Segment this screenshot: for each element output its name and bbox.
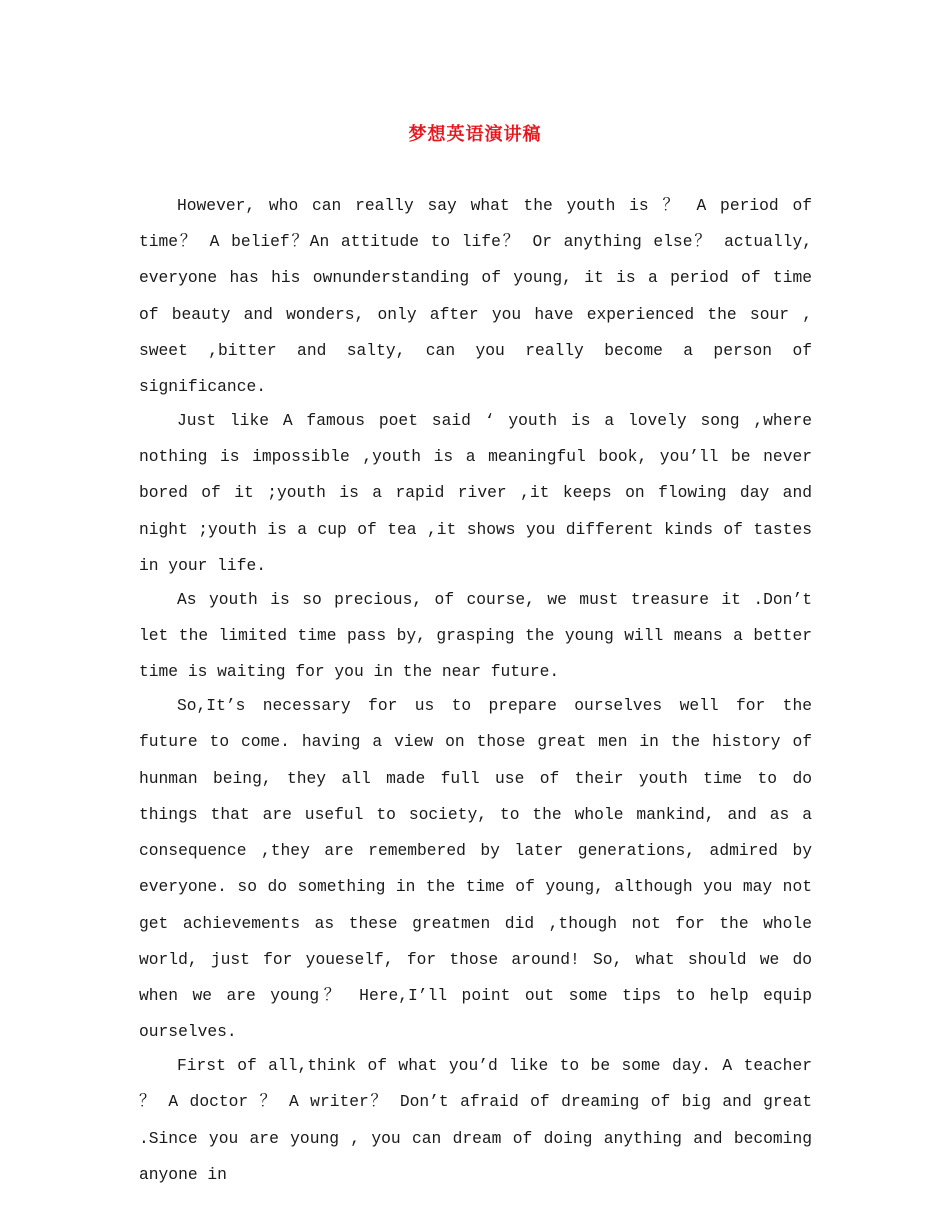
paragraph-3: As youth is so precious, of course, we must treasure it .Don’t let the limited time pass by, grasping the young will means a better time is waiting for you in the near future. [139,589,812,682]
paragraph-2: Just like A famous poet said ‘ youth is a lovely song ,where nothing is impossible ,youth is a meaningful book, you’ll be never bored of it ;youth is a rapid river ,it keeps on flowing day and night ;youth is a cup of tea ,it shows you different kinds of tastes in your life. [139,411,812,575]
paragraph-5: First of all,think of what you’d like to be some day. A teacher ？ A doctor ？ A writer？ Don’t afraid of dreaming of big and great .Since you are young , you can dream of doing anything and becoming anyone in [139,1056,812,1184]
document-title: 梦想英语演讲稿 [408,124,542,145]
paragraph-4: So,It’s necessary for us to prepare ourselves well for the future to come. having a view on those great men in the history of hunman being, they all made full use of their youth time to do things that are useful to society, to the whole mankind, and as a consequence ,they are remembered by later generations, admired by everyone. so do something in the time of young, although you may not get achievements as these greatmen did ,though not for the whole world, just for youeself, for those around! So, what should we do when we are young？ Here,I’ll point out some tips to help equip ourselves. [139,696,812,1042]
document-body [139,188,812,1193]
paragraph-1: However, who can really say what the youth is ？ A period of time？ A belief？An attitude to life？ Or anything else？ actually, everyone has his ownunderstanding of young, it is a period of time of beauty and wonders, only after you have experienced the sour , sweet ,bitter and salty, can you really become a person of significance. [139,196,812,397]
